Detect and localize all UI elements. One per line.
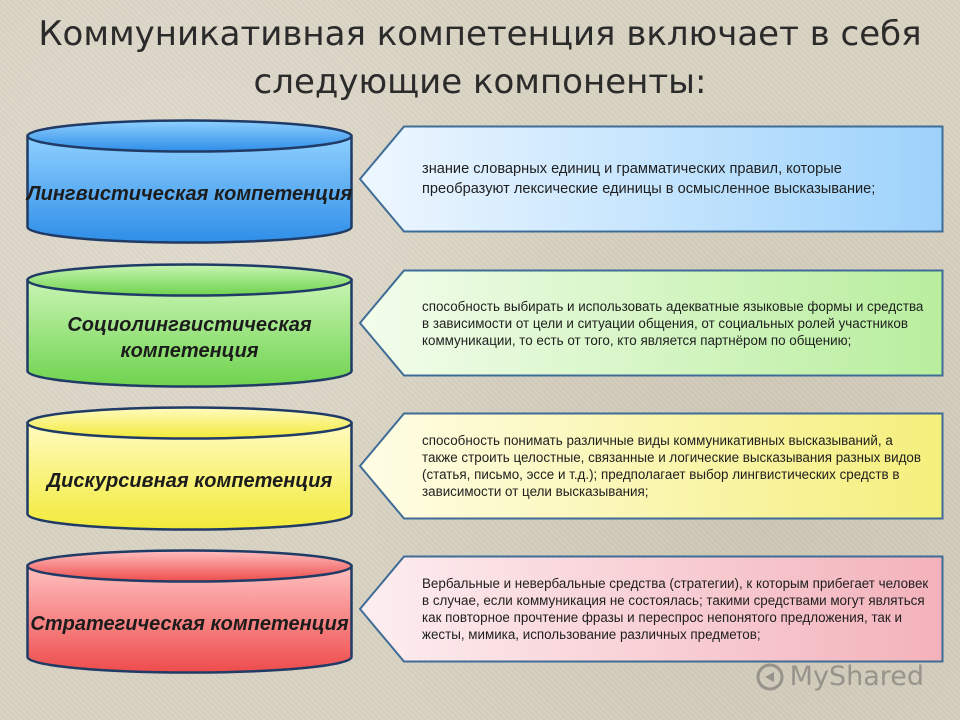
component-name: Дискурсивная компетенция: [46, 470, 333, 492]
description-callout: [358, 125, 944, 233]
component-row-linguistic: [0, 119, 960, 244]
component-description: способность понимать различные виды коммуникативных высказываний, а также строить целостные, связанные и логические высказывания разных видов (статья, письмо, эссе и т.д.); предполагает выбор лингвистических средств в зависимости от цели высказывания;: [422, 433, 921, 499]
component-row-discursive: [0, 406, 960, 531]
component-name: Социолингвистическая компетенция: [67, 314, 312, 362]
component-description: способность выбирать и использовать адекватные языковые формы и средства в зависимости от цели и ситуации общения, от социальных ролей участников коммуникации, то есть от того, кто является партнёром по общению;: [422, 298, 924, 348]
description-callout: [358, 269, 944, 377]
myshared-logo-icon: [756, 663, 784, 691]
description-callout: [358, 555, 944, 663]
slide-title: Коммуникативная компетенция включает в себя следующие компоненты:: [38, 14, 922, 102]
cylinder-shape: [26, 263, 353, 388]
cylinder-shape: [26, 549, 353, 674]
cylinder-shape: [26, 406, 353, 531]
watermark-text: MyShared: [789, 661, 924, 692]
component-description: знание словарных единиц и грамматических правил, которые преобразуют лексические единицы в осмысленное высказывание;: [422, 161, 876, 197]
cylinder-shape: [26, 119, 353, 244]
component-name: Стратегическая компетенция: [30, 613, 349, 635]
component-row-sociolinguistic: [0, 263, 960, 388]
component-row-strategic: [0, 549, 960, 674]
component-name: Лингвистическая компетенция: [26, 183, 353, 205]
component-description: Вербальные и невербальные средства (стратегии), к которым прибегает человек в случае, если коммуникация не состоялась; такими средствами могут являться как повторное прочтение фразы и переспрос непонятого предложения, так и жесты, мимика, использование различных предметов;: [422, 576, 929, 642]
watermark: [756, 661, 924, 692]
description-callout: [358, 412, 944, 520]
